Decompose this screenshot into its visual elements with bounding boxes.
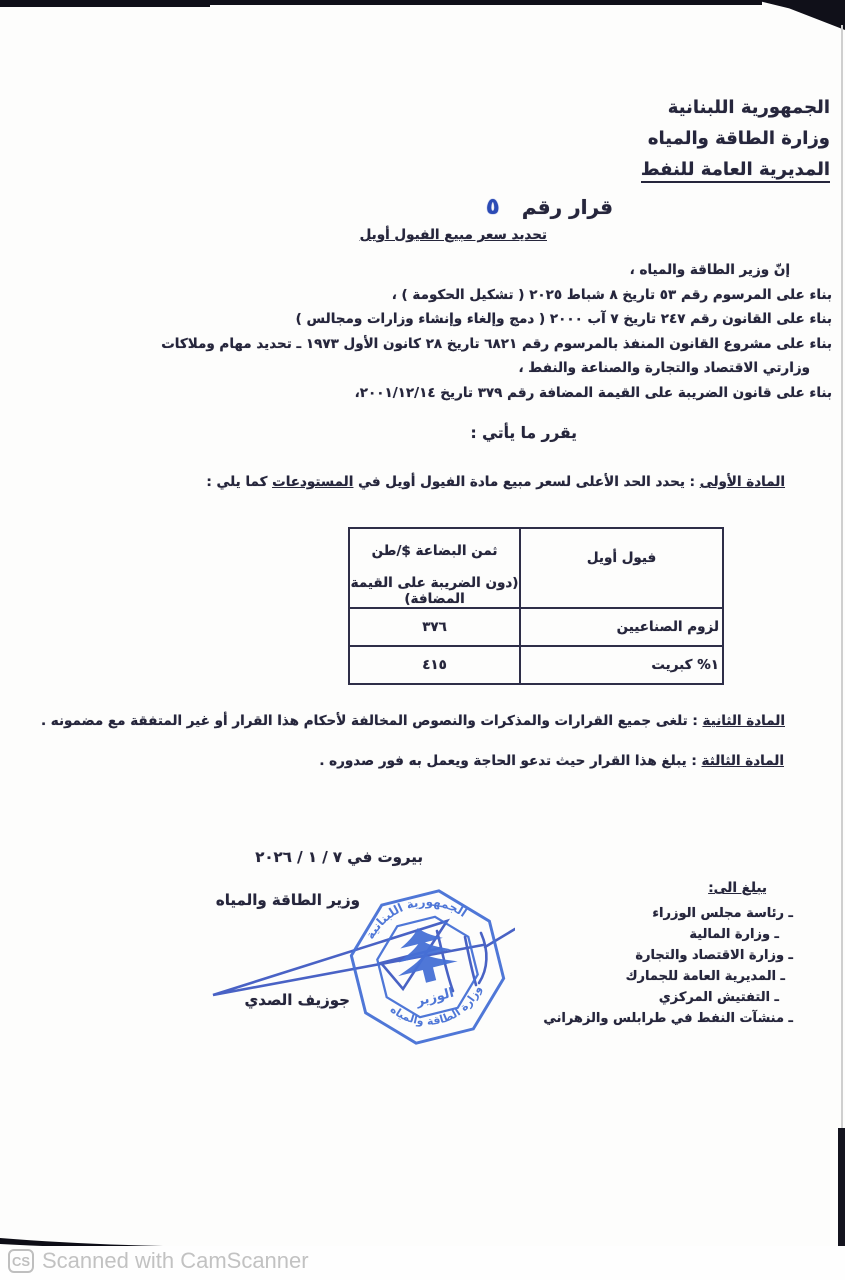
distribution-heading: يبلغ الى: [708, 880, 767, 896]
list-item: ـ منشآت النفط في طرابلس والزهراني [543, 1011, 793, 1026]
ministry-stamp [340, 876, 515, 1058]
preamble-line: إنّ وزير الطاقة والمياه ، [629, 262, 790, 278]
camscanner-watermark: Scanned with CamScanner [42, 1248, 309, 1273]
price-table [348, 527, 724, 685]
preamble-line: بناء على القانون رقم ٢٤٧ تاريخ ٧ آب ٢٠٠٠ ( دمج وإلغاء وإنشاء وزارات ومجالس ) [295, 311, 832, 327]
price-table-product-header: فيول أويل [520, 528, 723, 608]
article-2 [41, 713, 785, 729]
preamble-line: وزارتي الاقتصاد والتجارة والصناعة والنفط ، [518, 360, 810, 376]
stamp-icon [340, 876, 515, 1058]
stamp-arc-top-text: الجمهورية اللبنانية [362, 894, 470, 942]
distribution-list [543, 903, 793, 1029]
price-table-price-header [349, 528, 520, 608]
letterhead-republic: الجمهورية اللبنانية [667, 97, 830, 118]
article-1-highlight: المستودعات [272, 474, 354, 490]
minister-title: وزير الطاقة والمياه [215, 891, 360, 909]
price-table-header-row [349, 528, 723, 608]
article-1-text-end: كما يلي : [206, 474, 273, 490]
article-2-text: : تلغى جميع القرارات والمذكرات والنصوص المخالفة لأحكام هذا القرار أو غير المتفقة مع مضمونه . [40, 713, 703, 729]
list-item: ـ التفتيش المركزي [658, 990, 779, 1005]
article-1-label: المادة الأولى [699, 474, 785, 490]
article-3-text: : يبلغ هذا القرار حيث تدعو الحاجة ويعمل به فور صدوره . [319, 753, 702, 769]
letterhead-ministry: وزارة الطاقة والمياه [647, 128, 830, 149]
table-row [349, 608, 723, 646]
letterhead-directorate: المديرية العامة للنفط [641, 154, 830, 185]
scan-edge-right [841, 25, 843, 1130]
list-item: ـ وزارة المالية [689, 927, 779, 942]
scan-edge-right-bottom [838, 1128, 845, 1246]
article-3 [319, 753, 784, 769]
minister-name: جوزيف الصدي [244, 991, 350, 1009]
stamp-arc-bottom-text: وزارة الطاقة والمياه [387, 983, 485, 1028]
preamble-line: بناء على المرسوم رقم ٥٣ تاريخ ٨ شباط ٢٠٢٥ ( تشكيل الحكومة ) ، [391, 286, 832, 303]
article-3-label: المادة الثالثة [701, 753, 784, 769]
preamble-line: بناء على قانون الضريبة على القيمة المضافة رقم ٣٧٩ تاريخ ٢٠٠١/١٢/١٤، [354, 384, 832, 401]
article-1 [206, 474, 785, 490]
article-2-label: المادة الثانية [702, 713, 785, 729]
list-item: ـ رئاسة مجلس الوزراء [652, 906, 793, 921]
list-item: ـ وزارة الاقتصاد والتجارة [635, 948, 793, 963]
date-line: بيروت في ٧ / ١ / ٢٠٢٦ [255, 848, 423, 866]
stamp-center-text: الوزير [414, 985, 456, 1010]
preamble-line: بناء على مشروع القانون المنفذ بالمرسوم رقم ٦٨٢١ تاريخ ٢٨ كانون الأول ١٩٧٣ ـ تحديد مهام وملاكات [161, 335, 832, 352]
list-item: ـ المديرية العامة للجمارك [625, 969, 785, 984]
table-row [349, 646, 723, 684]
scan-edge-top-left [0, 0, 210, 7]
row-industrial-price: ٣٧٦ [349, 608, 520, 646]
row-sulfur-price: ٤١٥ [349, 646, 520, 684]
article-1-text: : يحدد الحد الأعلى لسعر مبيع مادة الفيول أويل في [353, 474, 700, 490]
decision-title [486, 194, 613, 220]
scan-edge-corner [755, 0, 845, 30]
price-header-vat-note: (دون الضريبة على القيمة المضافة) [350, 575, 519, 607]
decision-title-label: قرار رقم [521, 195, 613, 219]
decision-intro: يقرر ما يأتي : [470, 424, 577, 442]
decision-subtitle: تحديد سعر مبيع الفيول أويل [359, 227, 547, 243]
row-sulfur-label: ١% كبريت [520, 646, 723, 684]
cedar-tree-icon [388, 921, 461, 989]
preamble [161, 258, 832, 405]
row-industrial-label: لزوم الصناعيين [520, 608, 723, 646]
decision-number: ٥ [485, 194, 500, 220]
letterhead [641, 92, 830, 185]
camscanner-icon: CS [8, 1249, 34, 1273]
camscanner-footer [0, 1246, 845, 1280]
price-header-unit: ثمن البضاعة $/طن [371, 543, 498, 559]
